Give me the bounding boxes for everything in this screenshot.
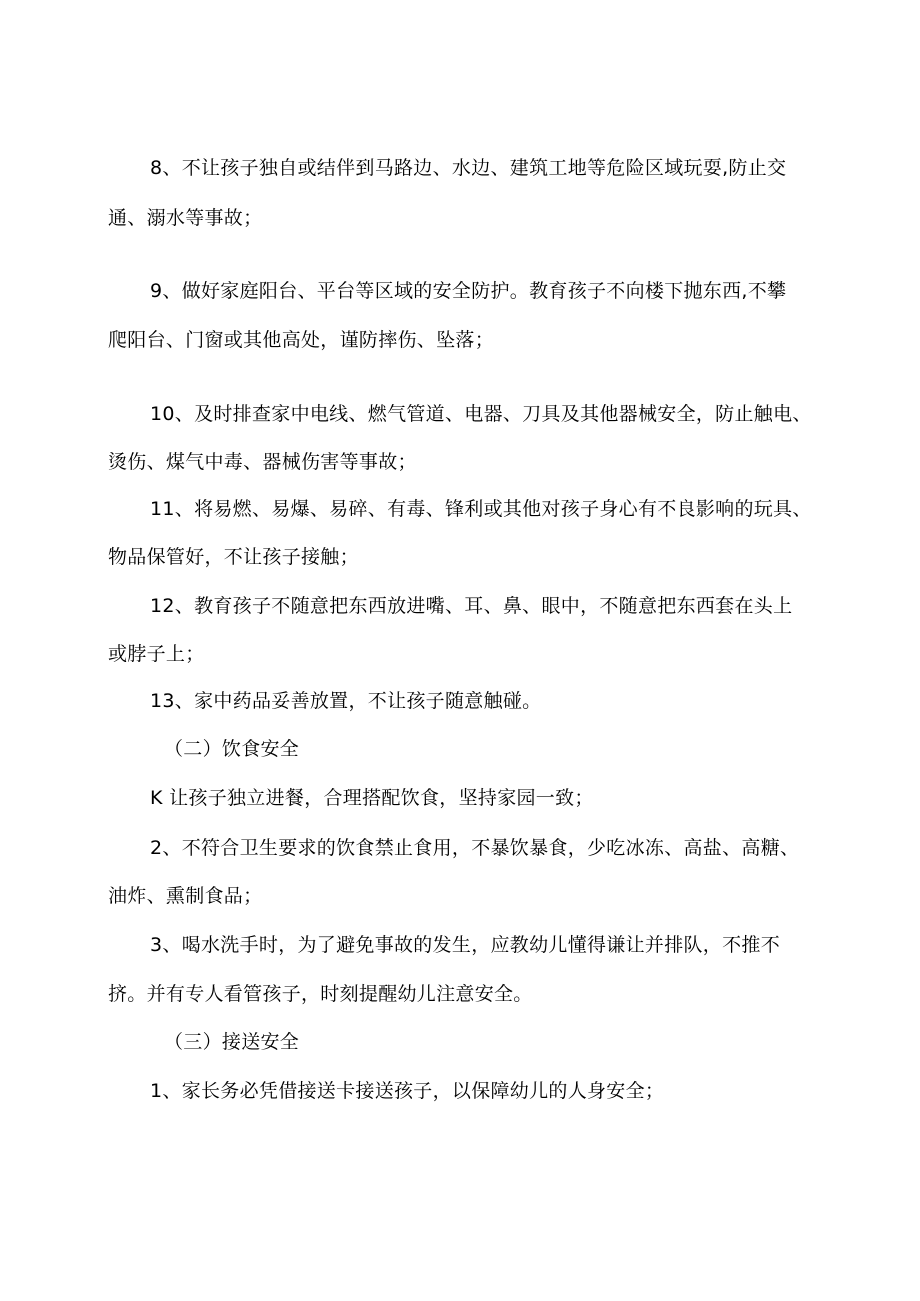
- item-10-line-1: 10、及时排查家中电线、燃气管道、电器、刀具及其他器械安全，防止触电、: [150, 403, 812, 425]
- item-11-line-1: 11、将易燃、易爆、易碎、有毒、锋利或其他对孩子身心有不良影响的玩具、: [150, 498, 812, 520]
- item-12-line-2: 或脖子上；: [108, 643, 205, 665]
- item-8-line-2: 通、溺水等事故；: [108, 207, 263, 229]
- diet-item-1-line-1: K 让孩子独立进餐，合理搭配饮食，坚持家园一致；: [150, 787, 594, 809]
- item-12-line-1: 12、教育孩子不随意把东西放进嘴、耳、鼻、眼中，不随意把东西套在头上: [150, 595, 793, 617]
- diet-item-3-line-2: 挤。并有专人看管孩子，时刻提醒幼儿注意安全。: [108, 983, 533, 1005]
- section-heading-diet: （二）饮食安全: [164, 738, 300, 760]
- item-9-line-1: 9、做好家庭阳台、平台等区域的安全防护。教育孩子不向楼下抛东西,不攀: [150, 280, 787, 302]
- diet-item-3-line-1: 3、喝水洗手时，为了避免事故的发生，应教幼儿懂得谦让并排队，不推不: [150, 934, 780, 956]
- diet-item-2-line-1: 2、不符合卫生要求的饮食禁止食用，不暴饮暴食，少吃冰冻、高盐、高糖、: [150, 837, 800, 859]
- item-11-line-2: 物品保管好，不让孩子接触；: [108, 546, 359, 568]
- item-13-line-1: 13、家中药品妥善放置，不让孩子随意触碰。: [150, 690, 542, 712]
- item-9-line-2: 爬阳台、门窗或其他高处，谨防摔伤、坠落；: [108, 329, 495, 351]
- item-10-line-2: 烫伤、煤气中毒、器械伤害等事故；: [108, 451, 417, 473]
- pickup-item-1-line-1: 1、家长务必凭借接送卡接送孩子，以保障幼儿的人身安全；: [150, 1080, 665, 1102]
- section-heading-pickup: （三）接送安全: [164, 1031, 300, 1053]
- diet-item-2-line-2: 油炸、熏制食品；: [108, 885, 263, 907]
- item-8-line-1: 8、不让孩子独自或结伴到马路边、水边、建筑工地等危险区域玩耍,防止交: [150, 157, 787, 179]
